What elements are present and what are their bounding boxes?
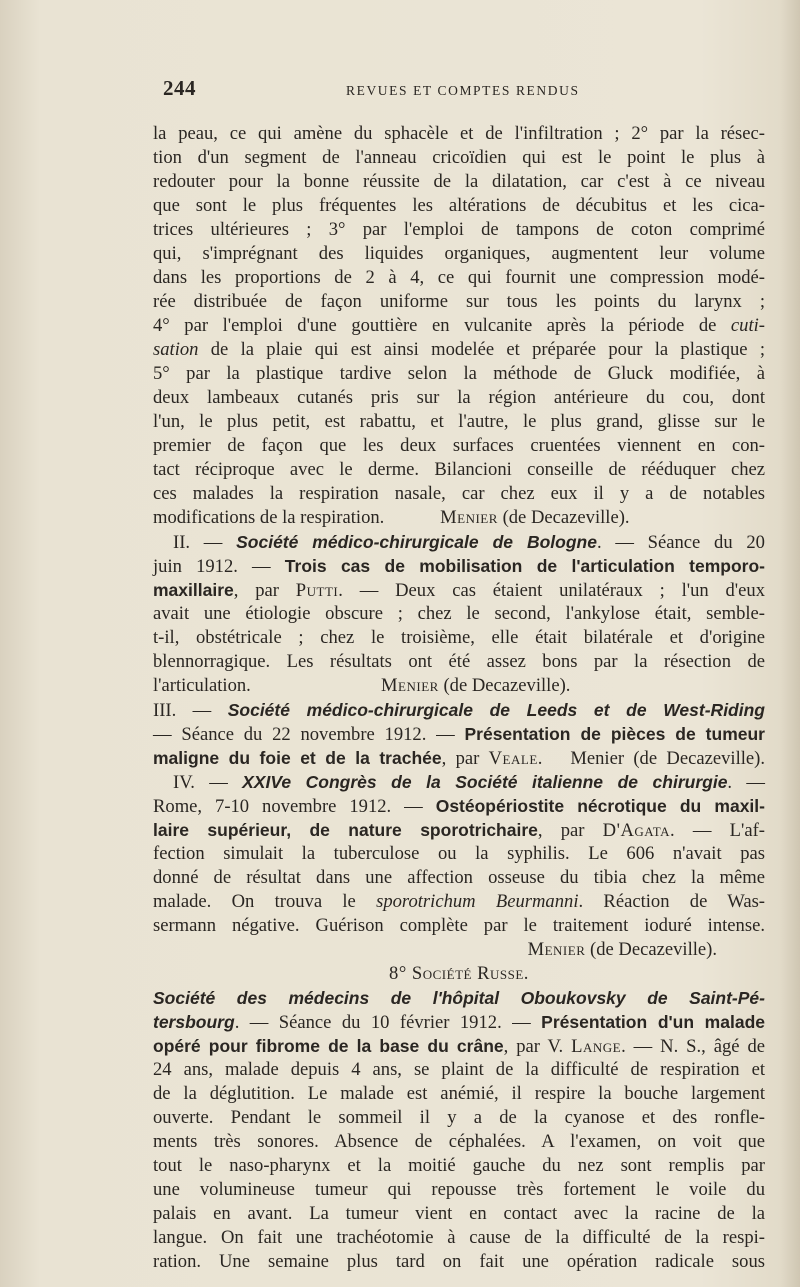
section-heading-line bbox=[153, 770, 765, 794]
text-line: l'un, le plus petit, est rabattu, et l'autre, le plus grand, glisse sur le bbox=[153, 411, 765, 432]
text-line bbox=[153, 794, 765, 818]
text-run: , par bbox=[537, 820, 603, 841]
section-heading-line bbox=[153, 986, 765, 1010]
text-line bbox=[153, 746, 765, 770]
text-line: ration. Une semaine plus tard on fait une opération radicale sous bbox=[153, 1251, 765, 1272]
text-line bbox=[153, 338, 765, 362]
text-line bbox=[153, 578, 765, 602]
text-line: langue. On fait une trachéotomie à cause de la difficulté de la respi- bbox=[153, 1227, 765, 1248]
text-run: — Séance du 22 novembre 1912. — bbox=[153, 724, 465, 745]
text-line bbox=[153, 1010, 765, 1034]
signature-line bbox=[153, 674, 765, 698]
text-line: redouter pour la bonne réussite de la dilatation, car c'est à ce niveau bbox=[153, 171, 765, 192]
author-name: Putti bbox=[295, 580, 339, 601]
text-line: avait une étiologie obscure ; chez le second, l'ankylose était, semble- bbox=[153, 603, 765, 624]
section-heading-line bbox=[153, 530, 765, 554]
text-run: modifications de la respiration. bbox=[153, 507, 441, 528]
author-name: Menier bbox=[527, 939, 586, 960]
signature-line bbox=[153, 506, 765, 530]
text-line: tact réciproque avec le derme. Bilancioni conseille de rééduquer chez bbox=[153, 459, 765, 480]
text-line bbox=[153, 818, 765, 842]
text-run: . Menier (de Decazeville). bbox=[537, 748, 765, 769]
text-run: , par bbox=[441, 748, 489, 769]
text-line: ments très sonores. Absence de céphalées. A l'examen, on voit que bbox=[153, 1131, 765, 1152]
article-title: Ostéopériostite nécrotique du maxil- bbox=[435, 796, 765, 816]
society-name: Société médico-chirurgicale de Bologne bbox=[236, 532, 597, 552]
text-line: tion d'un segment de l'anneau cricoïdien qui est le point le plus à bbox=[153, 147, 765, 168]
page-number: 244 bbox=[163, 76, 196, 100]
text-run: III. — bbox=[153, 700, 228, 721]
text-line: palais en avant. La tumeur vient en contact avec la racine de la bbox=[153, 1203, 765, 1224]
italic-term: sation bbox=[153, 339, 199, 360]
text-run: malade. On trouva le bbox=[153, 891, 377, 912]
text-line: tout le naso-pharynx et la moitié gauche du nez sont remplis par bbox=[153, 1155, 765, 1176]
text-line: qui, s'imprégnant des liquides organiques, augmentent leur volume bbox=[153, 243, 765, 264]
text-run: l'articulation. bbox=[153, 675, 381, 696]
text-run: IV. — bbox=[173, 772, 243, 793]
text-line bbox=[153, 314, 765, 338]
signature-line bbox=[153, 938, 765, 962]
text-line: fection simulait la tuberculose ou la syphilis. Le 606 n'avait pas bbox=[153, 843, 765, 864]
author-name: D'Agata bbox=[602, 820, 671, 841]
author-name: Veale bbox=[488, 748, 538, 769]
text-run: . — Deux cas étaient unilatéraux ; l'un d'eux bbox=[338, 580, 766, 601]
author-name: Menier bbox=[381, 675, 439, 696]
text-run: II. — bbox=[173, 532, 237, 553]
text-line: de la déglutition. Le malade est anémié, il respire la bouche largement bbox=[153, 1083, 765, 1104]
text-line: rée distribuée de façon uniforme sur tous les points du larynx ; bbox=[153, 291, 765, 312]
chapter-heading: 8° Société Russe. bbox=[389, 963, 529, 984]
text-line: dans les proportions de 2 à 4, ce qui fournit une compression modé- bbox=[153, 267, 765, 288]
text-line bbox=[153, 1034, 765, 1058]
text-run: , par bbox=[233, 580, 296, 601]
text-line bbox=[153, 554, 765, 578]
text-line: ouverte. Pendant le sommeil il y a de la cyanose et des ronfle- bbox=[153, 1107, 765, 1128]
author-name: Menier bbox=[440, 507, 498, 528]
text-line: que sont le plus fréquentes les altérations de décubitus et les cica- bbox=[153, 195, 765, 216]
text-line: ces malades la respiration nasale, car chez eux il y a de notables bbox=[153, 483, 765, 504]
text-line: 5° par la plastique tardive selon la méthode de Gluck modifiée, à bbox=[153, 363, 765, 384]
article-title: maligne du foie et de la trachée bbox=[153, 748, 442, 768]
text-run: (de Decazeville). bbox=[585, 939, 717, 960]
author-name: Lange bbox=[571, 1036, 622, 1057]
text-run: Rome, 7-10 novembre 1912. — bbox=[153, 796, 436, 817]
text-run: (de Decazeville). bbox=[438, 675, 571, 696]
section-heading-line bbox=[153, 698, 765, 722]
article-title: Présentation d'un malade bbox=[541, 1012, 765, 1032]
text-line: sermann négative. Guérison complète par le traitement ioduré intense. bbox=[153, 915, 765, 936]
text-line: t-il, obstétricale ; chez le troisième, elle était bilatérale et d'origine bbox=[153, 627, 765, 648]
text-run: (de Decazeville). bbox=[497, 507, 630, 528]
italic-term: cuti- bbox=[730, 315, 765, 336]
page-header bbox=[163, 76, 763, 106]
text-run: . — bbox=[727, 772, 765, 793]
italic-term: sporotrichum Beurmanni bbox=[376, 891, 579, 912]
text-line: 24 ans, malade depuis 4 ans, se plaint de la difficulté de respiration et bbox=[153, 1059, 765, 1080]
text-run: . — N. S., âgé de bbox=[621, 1036, 765, 1057]
text-line: donné de résultat dans une affection osseuse du tibia chez la même bbox=[153, 867, 765, 888]
article-title: maxillaire bbox=[153, 580, 234, 600]
text-run: juin 1912. — bbox=[153, 556, 285, 577]
text-run: . Réaction de Was- bbox=[578, 891, 766, 912]
text-line: la peau, ce qui amène du sphacèle et de l'infiltration ; 2° par la résec- bbox=[153, 123, 765, 144]
text-run: . — Séance du 20 bbox=[596, 532, 765, 553]
text-line: premier de façon que les deux surfaces cruentées viennent en con- bbox=[153, 435, 765, 456]
society-name: tersbourg bbox=[153, 1012, 235, 1032]
article-title: Présentation de pièces de tumeur bbox=[464, 724, 765, 744]
text-line: trices ultérieures ; 3° par l'emploi de tampons de coton comprimé bbox=[153, 219, 765, 240]
article-title: Trois cas de mobilisation de l'articulation temporo- bbox=[284, 556, 765, 576]
text-line: deux lambeaux cutanés pris sur la région antérieure du cou, dont bbox=[153, 387, 765, 408]
text-run: . — L'af- bbox=[670, 820, 766, 841]
society-name: XXIVe Congrès de la Société italienne de chirurgie bbox=[242, 772, 728, 792]
text-line bbox=[153, 890, 765, 914]
article-title: laire supérieur, de nature sporotrichaire bbox=[153, 820, 538, 840]
text-run: . — Séance du 10 février 1912. — bbox=[234, 1012, 542, 1033]
text-run: , par V. bbox=[503, 1036, 572, 1057]
article-title: opéré pour fibrome de la base du crâne bbox=[153, 1036, 504, 1056]
text-line bbox=[153, 722, 765, 746]
society-name: Société médico-chirurgicale de Leeds et de West-Riding bbox=[227, 700, 765, 720]
society-name: Société des médecins de l'hôpital Oboukovsky de Saint-Pé- bbox=[153, 988, 765, 1008]
text-line: blennorragique. Les résultats ont été assez bons par la résection de bbox=[153, 651, 765, 672]
text-run: 4° par l'emploi d'une gouttière en vulcanite après la période de bbox=[153, 315, 731, 336]
text-line: une volumineuse tumeur qui repousse très fortement le voile du bbox=[153, 1179, 765, 1200]
body-text bbox=[153, 122, 765, 1274]
running-head: REVUES ET COMPTES RENDUS bbox=[346, 83, 580, 98]
text-run: de la plaie qui est ainsi modelée et préparée pour la plastique ; bbox=[198, 339, 765, 360]
